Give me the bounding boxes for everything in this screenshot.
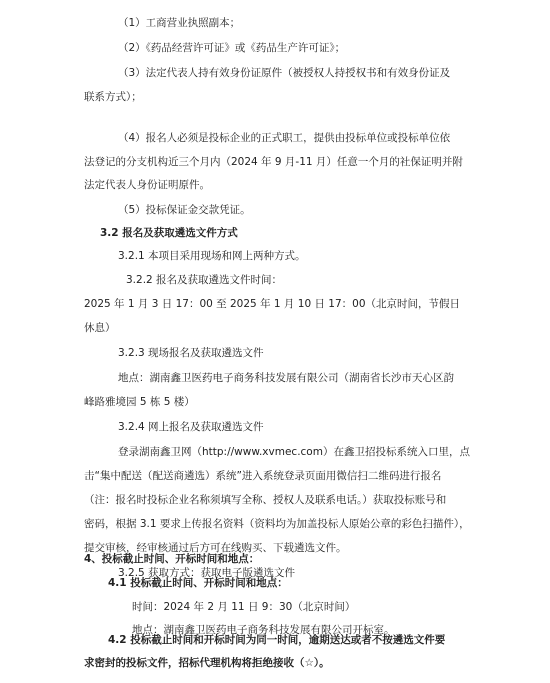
bid-deadline-time: 时间：2024 年 2 月 11 日 9：30（北京时间） bbox=[132, 601, 356, 613]
item-drug-license: （2）《药品经营许可证》或《药品生产许可证》； bbox=[118, 42, 346, 54]
online-reg-line5: 提交审核，经审核通过后方可在线购买、下载遴选文件。 bbox=[84, 542, 347, 554]
registration-time-line2: 休息） bbox=[84, 322, 116, 334]
section-4-heading: 4、投标截止时间、开标时间和地点： bbox=[84, 553, 260, 565]
online-reg-line2: 击“集中配送（配送商遴选）系统”进入系统登录页面用微信扫二维码进行报名 bbox=[84, 470, 442, 482]
section-4-2-line1: 4.2 投标截止时间和开标时间为同一时间，逾期送达或者不按遴选文件要 bbox=[108, 634, 446, 646]
online-reg-line1: 登录湖南鑫卫网（http://www.xvmec.com）在鑫卫招投标系统入口里，点 bbox=[118, 446, 470, 458]
section-4-1-heading: 4.1 投标截止时间、开标时间和地点： bbox=[108, 577, 288, 589]
site-address-line1: 地点：湖南鑫卫医药电子商务科技发展有限公司（湖南省长沙市天心区韵 bbox=[118, 372, 454, 384]
section-3-2-5: 3.2.5 获取方式：获取电子版遴选文件 bbox=[118, 567, 296, 579]
section-3-2-2: 3.2.2 报名及获取遴选文件时间： bbox=[126, 274, 283, 286]
online-reg-line3: （注：报名时投标企业名称须填写全称、授权人及联系电话。）获取投标账号和 bbox=[84, 494, 447, 506]
section-3-2-1: 3.2.1 本项目采用现场和网上两种方式。 bbox=[118, 250, 306, 262]
bid-opening-place: 地点：湖南鑫卫医药电子商务科技发展有限公司开标室。 bbox=[132, 624, 395, 636]
online-reg-line4: 密码，根据 3.1 要求上传报名资料（资料均为加盖投标人原始公章的彩色扫描件）， bbox=[84, 518, 470, 530]
item-registrant-line3: 法定代表人身份证明原件。 bbox=[84, 179, 210, 191]
item-deposit: （5）投标保证金交款凭证。 bbox=[118, 204, 251, 216]
item-business-license: （1）工商营业执照副本； bbox=[118, 17, 241, 29]
site-address-line2: 峰路雅境园 5 栋 5 楼） bbox=[84, 396, 195, 408]
item-registrant-line1: （4）报名人必须是投标企业的正式职工，提供由投标单位或投标单位依 bbox=[118, 132, 451, 144]
section-3-2-3: 3.2.3 现场报名及获取遴选文件 bbox=[118, 347, 264, 359]
section-4-2-line2: 求密封的投标文件，招标代理机构将拒绝接收（☆）。 bbox=[84, 657, 330, 669]
section-3-2-heading: 3.2 报名及获取遴选文件方式 bbox=[100, 227, 238, 239]
section-3-2-4: 3.2.4 网上报名及获取遴选文件 bbox=[118, 421, 264, 433]
registration-time-line1: 2025 年 1 月 3 日 17：00 至 2025 年 1 月 10 日 17：00（北京时间，节假日 bbox=[84, 298, 461, 310]
item-legal-rep-line1: （3）法定代表人持有效身份证原件（被授权人持授权书和有效身份证及 bbox=[118, 67, 451, 79]
item-registrant-line2: 法登记的分支机构近三个月内（2024 年 9 月-11 月）任意一个月的社保证明并附 bbox=[84, 156, 463, 168]
item-legal-rep-line2: 联系方式）； bbox=[84, 91, 142, 103]
